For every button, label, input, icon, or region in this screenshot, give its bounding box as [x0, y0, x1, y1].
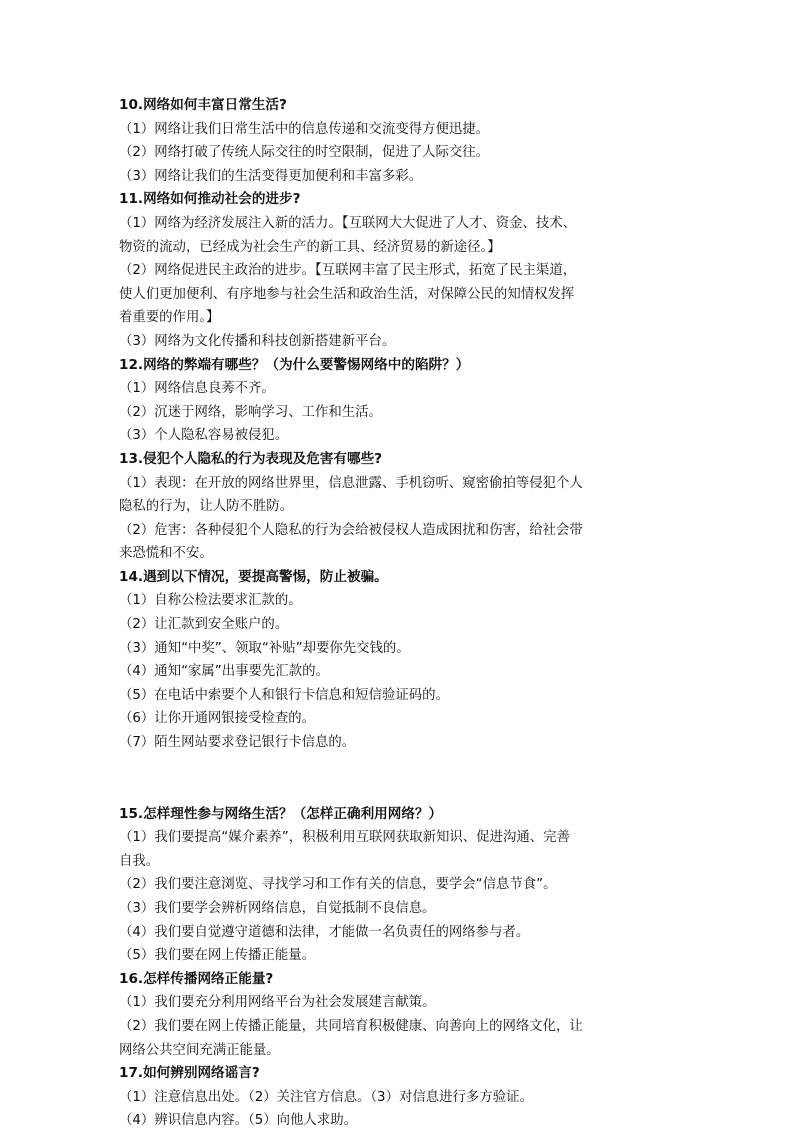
answer-line: 来恐慌和不安。: [119, 546, 213, 562]
answer-line: （4）辨识信息内容。（5）向他人求助。: [119, 1113, 357, 1129]
answer-line: （1）注意信息出处。（2）关注官方信息。（3）对信息进行多方验证。: [119, 1089, 533, 1105]
answer-line: （2）危害：各种侵犯个人隐私的行为会给被侵权人造成困扰和伤害，给社会带: [119, 522, 583, 538]
answer-line: 着重要的作用。】: [119, 310, 220, 326]
answer-line: （4）我们要自觉遵守道德和法律，才能做一名负责任的网络参与者。: [119, 924, 530, 940]
answer-line: 物资的流动，已经成为社会生产的新工具、经济贸易的新途径。】: [119, 239, 501, 255]
answer-line: （5）在电话中索要个人和银行卡信息和短信验证码的。: [119, 687, 449, 703]
answer-line: （1）自称公检法要求汇款的。: [119, 593, 302, 609]
answer-line: 网络公共空间充满正能量。: [119, 1042, 280, 1058]
answer-line: （2）我们要在网上传播正能量，共同培育积极健康、向善向上的网络文化，让: [119, 1018, 583, 1034]
question-heading: 16.怎样传播网络正能量?: [119, 970, 274, 987]
answer-line: （5）我们要在网上传播正能量。: [119, 948, 315, 964]
document-page: [119, 94, 679, 1133]
answer-line: （2）网络促进民主政治的进步。【互联网丰富了民主形式，拓宽了民主渠道，: [119, 263, 577, 279]
answer-line: （3）个人隐私容易被侵犯。: [119, 428, 289, 444]
answer-line: （1）我们要充分利用网络平台为社会发展建言献策。: [119, 995, 436, 1011]
answer-line: （1）网络让我们日常生活中的信息传递和交流变得方便迅捷。: [119, 121, 490, 137]
answer-line: （2）让汇款到安全账户的。: [119, 617, 289, 633]
question-heading: 10.网络如何丰富日常生活?: [119, 97, 287, 113]
answer-line: （3）通知“中奖”、领取“补贴”却要你先交钱的。: [119, 640, 410, 656]
answer-line: （1）表现：在开放的网络世界里，信息泄露、手机窃听、窥密偷拍等侵犯个人: [119, 475, 583, 491]
question-heading: 12.网络的弊端有哪些？（为什么要警惕网络中的陷阱？）: [119, 356, 470, 373]
answer-line: （3）网络为文化传播和科技创新搭建新平台。: [119, 333, 396, 349]
question-heading: 13.侵犯个人隐私的行为表现及危害有哪些?: [119, 450, 383, 467]
question-heading: 17.如何辨别网络谣言?: [119, 1065, 260, 1082]
answer-line: （7）陌生网站要求登记银行卡信息的。: [119, 735, 356, 751]
answer-line: （3）网络让我们的生活变得更加便利和丰富多彩。: [119, 168, 423, 184]
answer-line: （6）让你开通网银接受检查的。: [119, 711, 315, 727]
question-heading: 15.怎样理性参与网络生活？（怎样正确利用网络？）: [119, 805, 443, 822]
answer-line: 隐私的行为，让人防不胜防。: [119, 499, 294, 515]
answer-line: （2）沉迷于网络，影响学习、工作和生活。: [119, 404, 382, 420]
question-heading: 14.遇到以下情况，要提高警惕，防止被骗。: [119, 568, 388, 585]
question-heading: 11.网络如何推动社会的进步?: [119, 191, 301, 208]
answer-line: （1）我们要提高“媒介素养”，积极利用互联网获取新知识、促进沟通、完善: [119, 830, 570, 846]
section-spacer: [119, 755, 679, 803]
answer-line: （2）我们要注意浏览、寻找学习和工作有关的信息，要学会“信息节食”。: [119, 877, 557, 893]
answer-line: （2）网络打破了传统人际交往的时空限制，促进了人际交往。: [119, 145, 490, 161]
answer-line: 使人们更加便利、有序地参与社会生活和政治生活，对保障公民的知情权发挥: [119, 286, 575, 302]
answer-line: （4）通知“家属”出事要先汇款的。: [119, 664, 329, 680]
answer-line: （3）我们要学会辨析网络信息，自觉抵制不良信息。: [119, 901, 436, 916]
answer-line: 自我。: [119, 853, 160, 869]
answer-line: （1）网络为经济发展注入新的活力。【互联网大大促进了人才、资金、技术、: [119, 215, 577, 231]
answer-line: （1）网络信息良莠不齐。: [119, 381, 275, 397]
